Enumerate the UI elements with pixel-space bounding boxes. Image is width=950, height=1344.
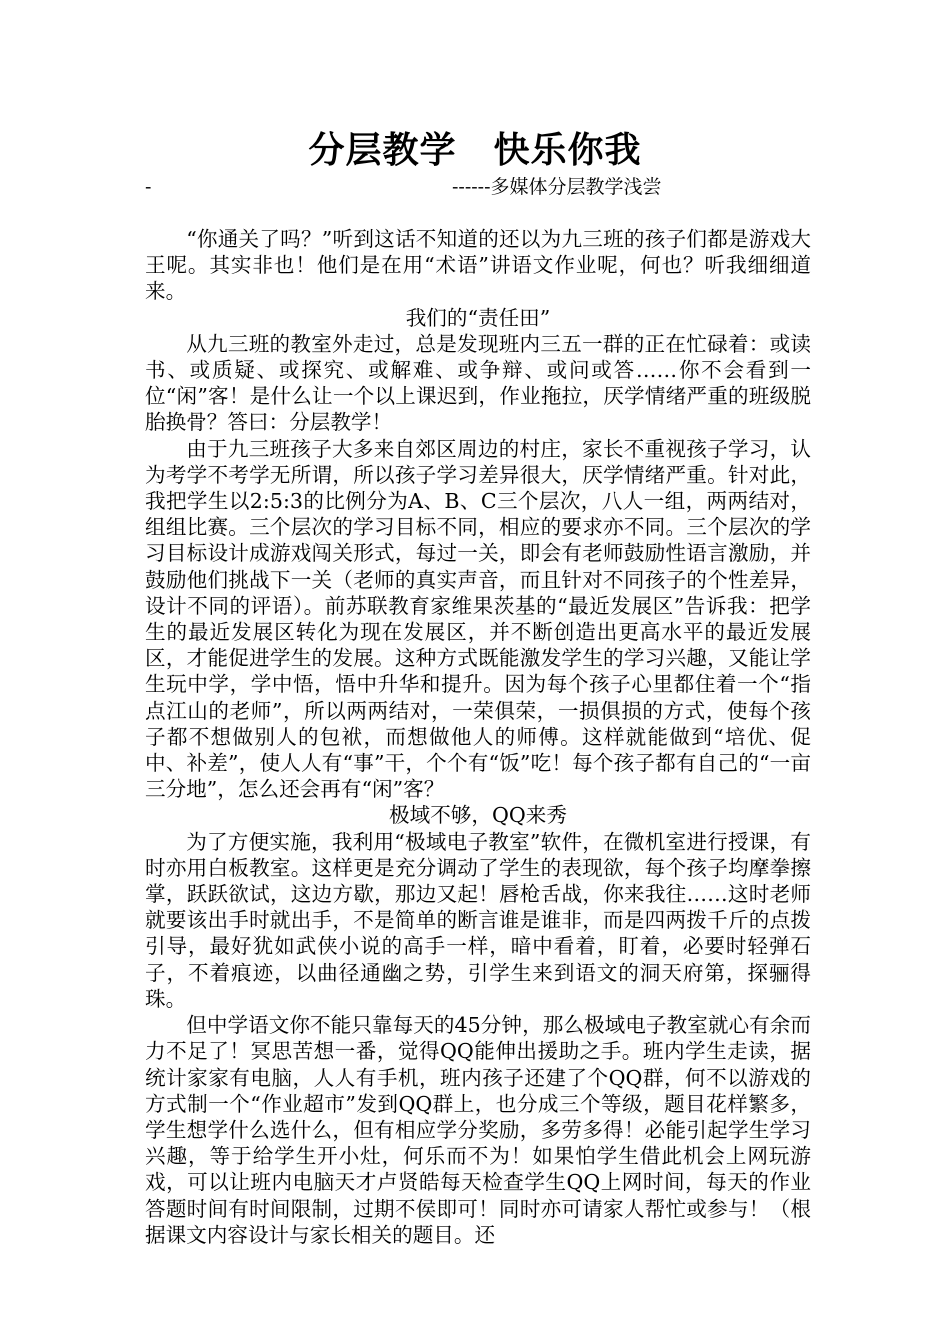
intro-paragraph: “你通关了吗？”听到这话不知道的还以为九三班的孩子们都是游戏大王呢。其实非也！他们是在用“术语”讲语文作业呢，何也？听我细细道来。 <box>145 227 811 304</box>
section-heading: 极域不够，QQ来秀 <box>389 803 567 828</box>
document-subtitle: ------多媒体分层教学浅尝 <box>452 176 662 198</box>
body-paragraph: 从九三班的教室外走过，总是发现班内三五一群的正在忙碌着：或读书、或质疑、或探究、或解难、或争辩、或问或答……你不会看到一位“闲”客！是什么让一个以上课迟到，作业拖拉，厌学情绪严重的班级脱胎换骨？答曰：分层教学！ <box>145 331 811 435</box>
body-paragraph: 但中学语文你不能只靠每天的45分钟，那么极域电子教室就心有余而力不足了！冥思苦想一番，觉得QQ能伸出援助之手。班内学生走读，据统计家家有电脑，人人有手机，班内孩子还建了个QQ群，何不以游戏的方式制一个“作业超市”发到QQ群上，也分成三个等级，题目花样繁多，学生想学什么选什么，但有相应学分奖励，多劳多得！必能引起学生学习兴趣，等于给学生开小灶，何乐而不为！如果怕学生借此机会上网玩游戏，可以让班内电脑天才卢贤皓每天检查学生QQ上网时间，每天的作业答题时间有时间限制，过期不侯即可！同时亦可请家人帮忙或参与！（根据课文内容设计与家长相关的题目。还 <box>145 1013 811 1247</box>
body-paragraph: 由于九三班孩子大多来自郊区周边的村庄，家长不重视孩子学习，认为考学不考学无所谓，所以孩子学习差异很大，厌学情绪严重。针对此，我把学生以2:5:3的比例分为A、B、C三个层次，八人一组，两两结对，组组比赛。三个层次的学习目标不同，相应的要求亦不同。三个层次的学习目标设计成游戏闯关形式，每过一关，即会有老师鼓励性语言激励，并鼓励他们挑战下一关（老师的真实声音，而且针对不同孩子的个性差异，设计不同的评语）。前苏联教育家维果茨基的“最近发展区”告诉我：把学生的最近发展区转化为现在发展区，并不断创造出更高水平的最近发展区，才能促进学生的发展。这种方式既能激发学生的学习兴趣，又能让学生玩中学，学中悟，悟中升华和提升。因为每个孩子心里都住着一个“指点江山的老师”，所以两两结对，一荣俱荣，一损俱损的方式，使每个孩子都不想做别人的包袱，而想做他人的师傅。这样就能做到“培优、促中、补差”，使人人有“事”干，个个有“饭”吃！每个孩子都有自己的“一亩三分地”，怎么还会再有“闲”客？ <box>145 436 811 802</box>
section-heading: 我们的“责任田” <box>405 305 551 330</box>
document-title: 分层教学 快乐你我 <box>308 129 642 171</box>
subtitle-dash: - <box>145 176 152 198</box>
body-paragraph: 为了方便实施，我利用“极域电子教室”软件，在微机室进行授课，有时亦用白板教室。这样更是充分调动了学生的表现欲，每个孩子均摩拳擦掌，跃跃欲试，这边方歇，那边又起！唇枪舌战，你来我往……这时老师就要该出手时就出手，不是简单的断言谁是谁非，而是四两拨千斤的点拨引导，最好犹如武侠小说的高手一样，暗中看着，盯着，必要时轻弹石子，不着痕迹，以曲径通幽之势，引学生来到语文的洞天府第，探骊得珠。 <box>145 829 811 1011</box>
document-body <box>145 226 811 1248</box>
